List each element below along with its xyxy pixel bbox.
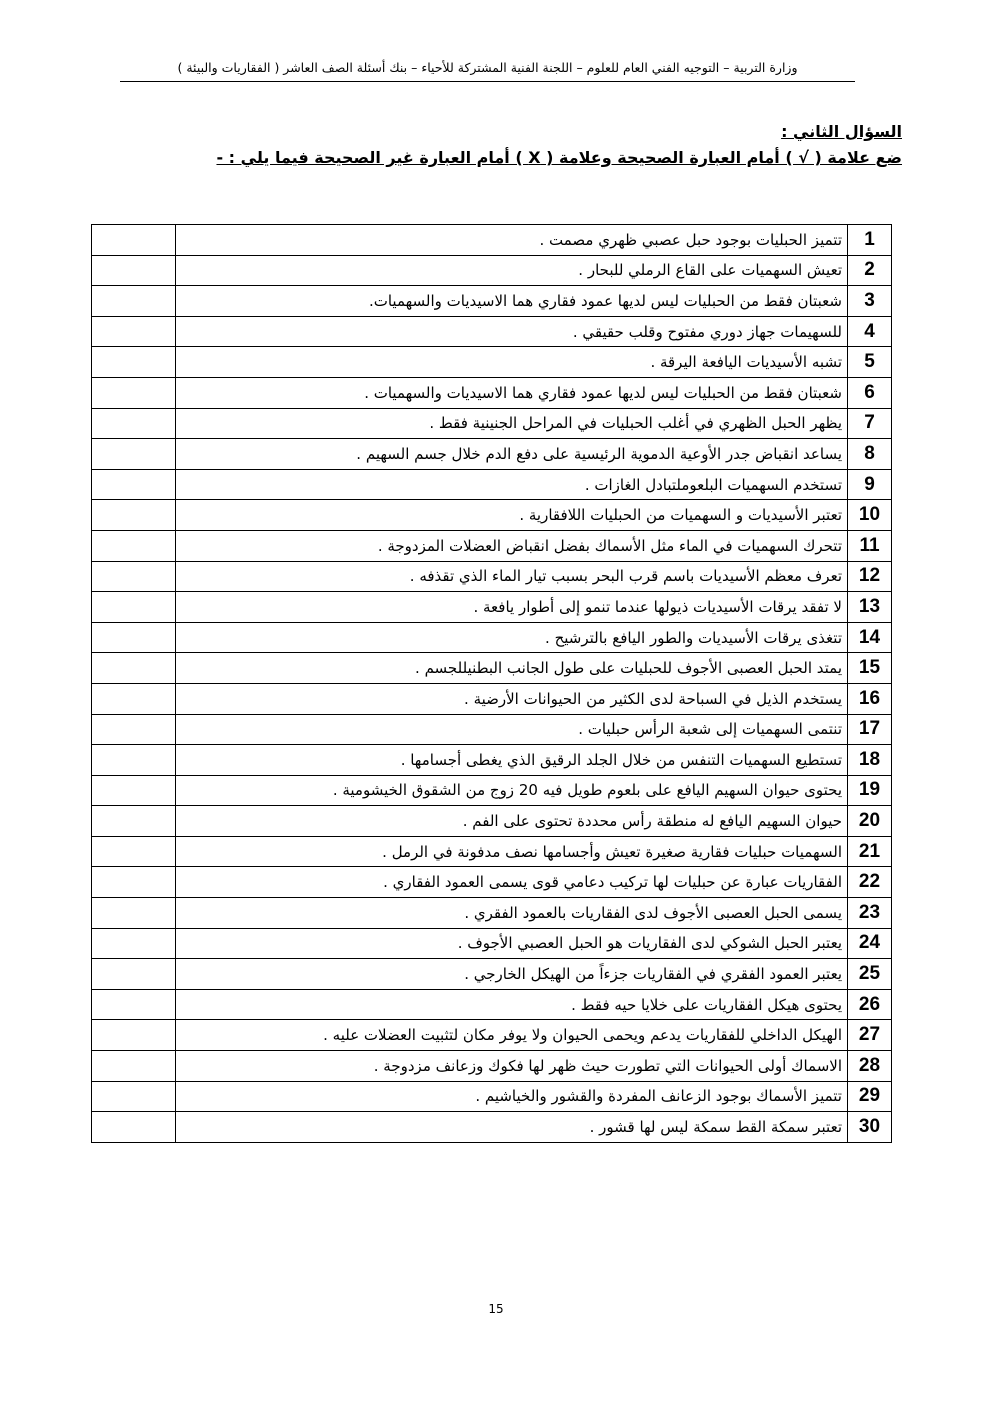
statement-text: يظهر الحبل الظهري في أغلب الحبليات في المراحل الجنينية فقط . xyxy=(176,408,848,439)
answer-cell[interactable] xyxy=(92,806,176,837)
statement-text: يحتوى حيوان السهيم اليافع على بلعوم طويل فيه 20 زوج من الشقوق الخيشومية . xyxy=(176,775,848,806)
row-number: 9 xyxy=(848,469,892,500)
answer-cell[interactable] xyxy=(92,469,176,500)
statement-text: يحتوى هيكل الفقاريات على خلايا حيه فقط . xyxy=(176,989,848,1020)
table-row xyxy=(92,377,892,408)
table-row xyxy=(92,745,892,776)
row-number: 23 xyxy=(848,898,892,929)
row-number: 2 xyxy=(848,255,892,286)
answer-cell[interactable] xyxy=(92,377,176,408)
answer-cell[interactable] xyxy=(92,592,176,623)
question-title: السؤال الثاني : xyxy=(781,122,902,141)
row-number: 7 xyxy=(848,408,892,439)
table-row xyxy=(92,500,892,531)
row-number: 28 xyxy=(848,1051,892,1082)
row-number: 24 xyxy=(848,928,892,959)
statement-text: الهيكل الداخلي للفقاريات يدعم ويحمى الحيوان ولا يوفر مكان لتثبيت العضلات عليه . xyxy=(176,1020,848,1051)
table-row xyxy=(92,316,892,347)
table-row xyxy=(92,775,892,806)
row-number: 21 xyxy=(848,836,892,867)
answer-cell[interactable] xyxy=(92,959,176,990)
row-number: 6 xyxy=(848,377,892,408)
table-row xyxy=(92,898,892,929)
table-row xyxy=(92,622,892,653)
row-number: 12 xyxy=(848,561,892,592)
statement-text: يمتد الحبل العصبى الأجوف للحبليات على طول الجانب البطنيللجسم . xyxy=(176,653,848,684)
statement-text: حيوان السهيم اليافع له منطقة رأس محددة تحتوى على الفم . xyxy=(176,806,848,837)
statement-text: تنتمى السهميات إلى شعبة الرأس حبليات . xyxy=(176,714,848,745)
statements-table-body xyxy=(92,225,892,1143)
answer-cell[interactable] xyxy=(92,255,176,286)
row-number: 19 xyxy=(848,775,892,806)
page-number: 15 xyxy=(488,1302,504,1316)
statement-text: تتميز الحبليات بوجود حبل عصبي ظهري مصمت . xyxy=(176,225,848,256)
answer-cell[interactable] xyxy=(92,714,176,745)
table-row xyxy=(92,1020,892,1051)
answer-cell[interactable] xyxy=(92,316,176,347)
answer-cell[interactable] xyxy=(92,439,176,470)
answer-cell[interactable] xyxy=(92,225,176,256)
row-number: 1 xyxy=(848,225,892,256)
row-number: 17 xyxy=(848,714,892,745)
row-number: 27 xyxy=(848,1020,892,1051)
row-number: 14 xyxy=(848,622,892,653)
statement-text: تعتبر الأسيديات و السهميات من الحبليات اللافقارية . xyxy=(176,500,848,531)
row-number: 4 xyxy=(848,316,892,347)
answer-cell[interactable] xyxy=(92,745,176,776)
table-row xyxy=(92,286,892,317)
answer-cell[interactable] xyxy=(92,775,176,806)
answer-cell[interactable] xyxy=(92,286,176,317)
table-row xyxy=(92,469,892,500)
row-number: 10 xyxy=(848,500,892,531)
statement-text: تعتبر سمكة القط سمكة ليس لها قشور . xyxy=(176,1112,848,1143)
table-row xyxy=(92,836,892,867)
statements-table xyxy=(91,224,892,1143)
table-row xyxy=(92,530,892,561)
answer-cell[interactable] xyxy=(92,1020,176,1051)
answer-cell[interactable] xyxy=(92,836,176,867)
row-number: 16 xyxy=(848,683,892,714)
table-row xyxy=(92,806,892,837)
question-instruction: ضع علامة ( √ ) أمام العبارة الصحيحة وعلامة ( X ) أمام العبارة غير الصحيحة فيما يلي : - xyxy=(216,148,902,167)
row-number: 3 xyxy=(848,286,892,317)
row-number: 13 xyxy=(848,592,892,623)
row-number: 15 xyxy=(848,653,892,684)
statement-text: للسهيمات جهاز دوري مفتوح وقلب حقيقي . xyxy=(176,316,848,347)
statement-text: يساعد انقباض جدر الأوعية الدموية الرئيسية على دفع الدم خلال جسم السهيم . xyxy=(176,439,848,470)
statement-text: السهميات حبليات فقارية صغيرة تعيش وأجسامها نصف مدفونة في الرمل . xyxy=(176,836,848,867)
row-number: 29 xyxy=(848,1081,892,1112)
row-number: 11 xyxy=(848,530,892,561)
answer-cell[interactable] xyxy=(92,683,176,714)
row-number: 25 xyxy=(848,959,892,990)
statement-text: يسمى الحبل العصبى الأجوف لدى الفقاريات بالعمود الفقري . xyxy=(176,898,848,929)
row-number: 18 xyxy=(848,745,892,776)
table-row xyxy=(92,928,892,959)
table-row xyxy=(92,1051,892,1082)
statement-text: تتميز الأسماك بوجود الزعانف المفردة والقشور والخياشيم . xyxy=(176,1081,848,1112)
statement-text: تستخدم السهميات البلعوملتبادل الغازات . xyxy=(176,469,848,500)
statement-text: تستطيع السهميات التنفس من خلال الجلد الرقيق الذي يغطى أجسامها . xyxy=(176,745,848,776)
statement-text: لا تفقد يرقات الأسيديات ذيولها عندما تنمو إلى أطوار يافعة . xyxy=(176,592,848,623)
answer-cell[interactable] xyxy=(92,347,176,378)
table-row xyxy=(92,959,892,990)
statement-text: تشبه الأسيديات اليافعة اليرقة . xyxy=(176,347,848,378)
answer-cell[interactable] xyxy=(92,1051,176,1082)
answer-cell[interactable] xyxy=(92,989,176,1020)
statement-text: الفقاريات عبارة عن حبليات لها تركيب دعامي قوى يسمى العمود الفقاري . xyxy=(176,867,848,898)
answer-cell[interactable] xyxy=(92,561,176,592)
answer-cell[interactable] xyxy=(92,928,176,959)
statement-text: شعبتان فقط من الحبليات ليس لديها عمود فقاري هما الاسيديات والسهميات. xyxy=(176,286,848,317)
answer-cell[interactable] xyxy=(92,867,176,898)
table-row xyxy=(92,867,892,898)
statement-text: تتحرك السهميات في الماء مثل الأسماك بفضل انقباض العضلات المزدوجة . xyxy=(176,530,848,561)
row-number: 5 xyxy=(848,347,892,378)
answer-cell[interactable] xyxy=(92,408,176,439)
row-number: 26 xyxy=(848,989,892,1020)
statement-text: تعرف معظم الأسيديات باسم قرب البحر بسبب تيار الماء الذي تقذفه . xyxy=(176,561,848,592)
statement-text: يعتبر الحبل الشوكي لدى الفقاريات هو الحبل العصبي الأجوف . xyxy=(176,928,848,959)
table-row xyxy=(92,408,892,439)
row-number: 8 xyxy=(848,439,892,470)
answer-cell[interactable] xyxy=(92,500,176,531)
page-header: وزارة التربية – التوجيه الفني العام للعلوم – اللجنة الفنية المشتركة للأحياء – بنك أسئلة الصف العاشر ( الفقاريات والبيئة ) xyxy=(120,60,855,82)
answer-cell[interactable] xyxy=(92,622,176,653)
table-row xyxy=(92,592,892,623)
table-row xyxy=(92,439,892,470)
row-number: 22 xyxy=(848,867,892,898)
statement-text: يعتبر العمود الفقري في الفقاريات جزءاً من الهيكل الخارجي . xyxy=(176,959,848,990)
row-number: 30 xyxy=(848,1112,892,1143)
table-row xyxy=(92,255,892,286)
statement-text: شعبتان فقط من الحبليات ليس لديها عمود فقاري هما الاسيديات والسهميات . xyxy=(176,377,848,408)
answer-cell[interactable] xyxy=(92,1081,176,1112)
table-row xyxy=(92,1081,892,1112)
statement-text: يستخدم الذيل في السباحة لدى الكثير من الحيوانات الأرضية . xyxy=(176,683,848,714)
table-row xyxy=(92,714,892,745)
statement-text: تتغذى يرقات الأسيديات والطور اليافع بالترشيح . xyxy=(176,622,848,653)
statement-text: تعيش السهميات على القاع الرملي للبحار . xyxy=(176,255,848,286)
answer-cell[interactable] xyxy=(92,530,176,561)
statement-text: الاسماك أولى الحيوانات التي تطورت حيث ظهر لها فكوك وزعانف مزدوجة . xyxy=(176,1051,848,1082)
table-row xyxy=(92,347,892,378)
row-number: 20 xyxy=(848,806,892,837)
table-row xyxy=(92,683,892,714)
table-row xyxy=(92,1112,892,1143)
answer-cell[interactable] xyxy=(92,898,176,929)
table-row xyxy=(92,225,892,256)
answer-cell[interactable] xyxy=(92,653,176,684)
answer-cell[interactable] xyxy=(92,1112,176,1143)
table-row xyxy=(92,561,892,592)
table-row xyxy=(92,989,892,1020)
table-row xyxy=(92,653,892,684)
